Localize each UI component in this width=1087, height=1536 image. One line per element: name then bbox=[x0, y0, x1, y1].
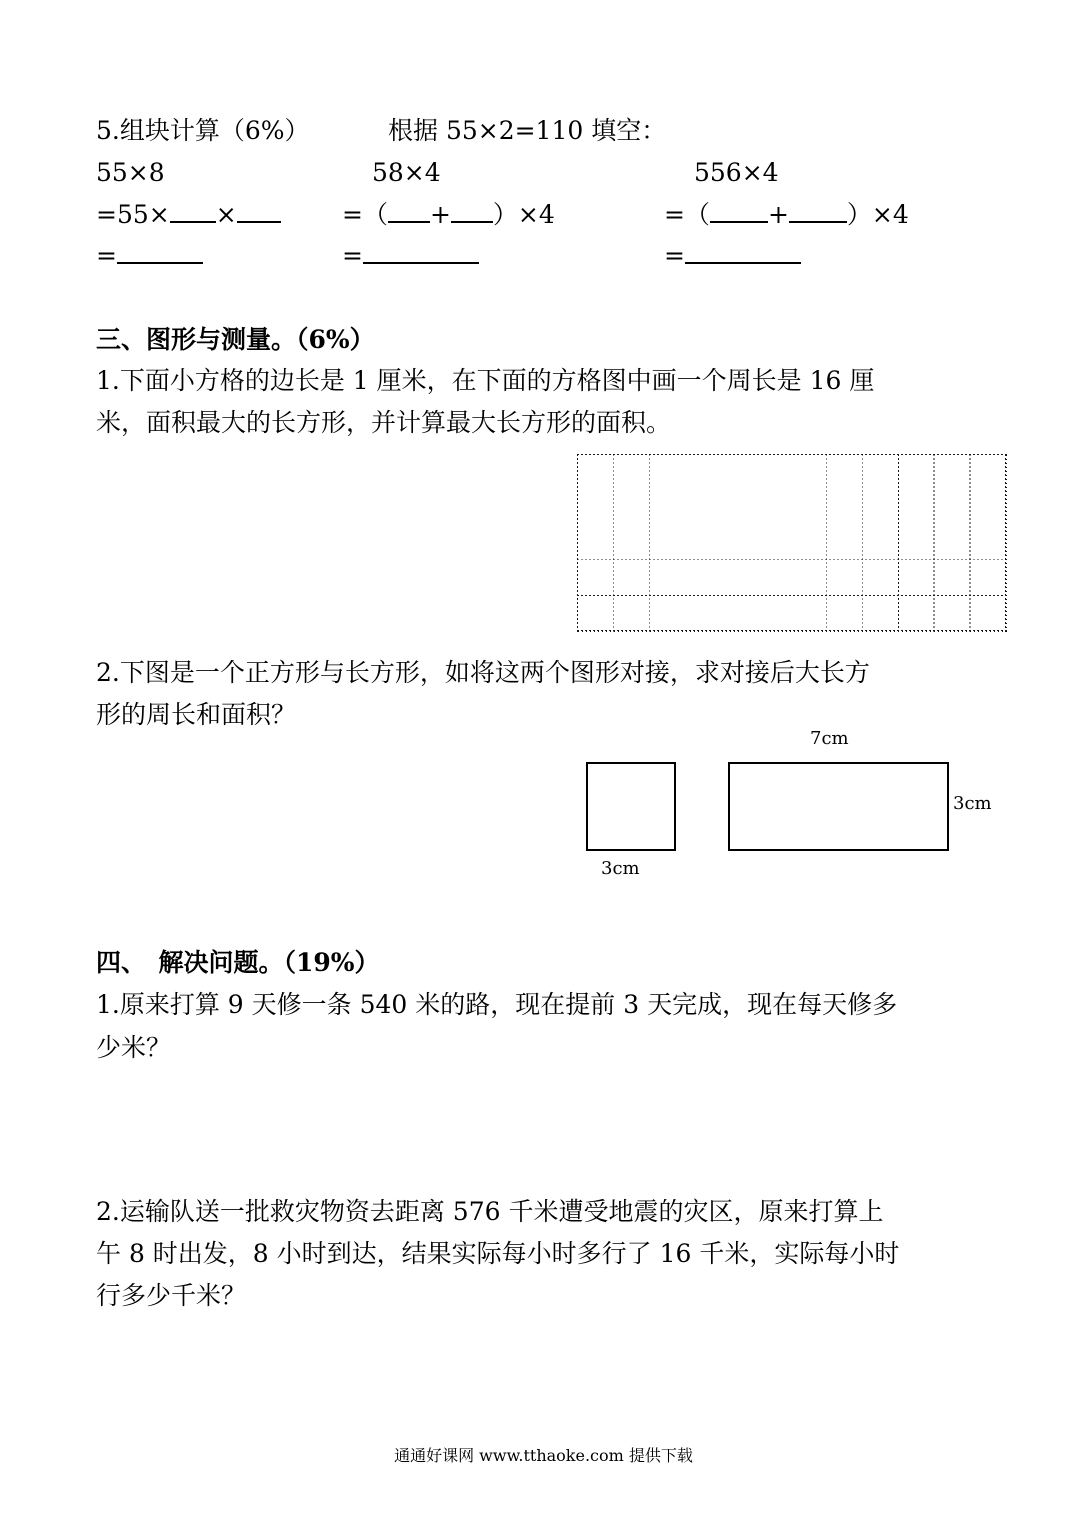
fill-blank[interactable] bbox=[451, 199, 493, 223]
q5-col3-step2 bbox=[664, 240, 801, 271]
q5-col2-step2 bbox=[342, 240, 479, 271]
q5-col2-equals: = bbox=[342, 241, 363, 270]
fill-blank[interactable] bbox=[237, 199, 281, 223]
q5-col1-step2 bbox=[96, 240, 203, 271]
q5-col3-expr: 556×4 bbox=[694, 158, 779, 187]
section4-q2-line3: 行多少千米？ bbox=[96, 1281, 247, 1310]
q5-col1-expr: 55×8 bbox=[96, 158, 165, 187]
q5-col3-step1-suffix: ）×4 bbox=[846, 200, 909, 229]
fill-blank[interactable] bbox=[789, 199, 847, 223]
section3-heading: 三、图形与测量。（6%） bbox=[96, 325, 375, 354]
square-side-label: 3cm bbox=[601, 858, 640, 879]
section4-heading: 四、 解决问题。（19%） bbox=[96, 948, 380, 977]
fill-blank[interactable] bbox=[710, 199, 768, 223]
q5-col2-expr: 58×4 bbox=[372, 158, 441, 187]
square-shape bbox=[586, 762, 676, 851]
section4-q2-line2: 午 8 时出发，8 小时到达，结果实际每小时多行了 16 千米，实际每小时 bbox=[96, 1239, 900, 1268]
footer-text: 通通好课网 www.tthaoke.com 提供下载 bbox=[394, 1446, 693, 1465]
q5-title: 5.组块计算（6%） bbox=[96, 116, 310, 145]
q5-instruction: 根据 55×2=110 填空： bbox=[388, 116, 667, 145]
section3-q2-line2: 形的周长和面积？ bbox=[96, 700, 297, 729]
section4-q1-line2: 少米？ bbox=[96, 1033, 172, 1062]
answer-blank[interactable] bbox=[363, 240, 479, 264]
section4-q1-line1: 1.原来打算 9 天修一条 540 米的路，现在提前 3 天完成，现在每天修多 bbox=[96, 990, 898, 1019]
section3-q1-line2: 米，面积最大的长方形，并计算最大长方形的面积。 bbox=[96, 408, 672, 437]
answer-blank[interactable] bbox=[685, 240, 801, 264]
q5-col3-step1-plus: + bbox=[767, 200, 789, 229]
q5-col2-step1-suffix: ）×4 bbox=[492, 200, 555, 229]
fill-blank[interactable] bbox=[388, 199, 430, 223]
q5-col2-step1 bbox=[342, 199, 555, 230]
rectangle-shape bbox=[728, 762, 949, 851]
rectangle-width-label: 7cm bbox=[810, 728, 849, 749]
q5-col1-equals: = bbox=[96, 241, 117, 270]
q5-col2-step1-plus: + bbox=[429, 200, 451, 229]
q5-col1-step1-prefix: =55× bbox=[96, 200, 170, 229]
q5-col1-step1 bbox=[96, 199, 281, 230]
section3-q1-line1: 1.下面小方格的边长是 1 厘米，在下面的方格图中画一个周长是 16 厘 bbox=[96, 366, 875, 395]
q5-col2-step1-prefix: =（ bbox=[342, 200, 388, 229]
q5-col3-equals: = bbox=[664, 241, 685, 270]
rectangle-height-label: 3cm bbox=[953, 793, 992, 814]
q5-col3-step1 bbox=[664, 199, 909, 230]
section4-q2-line1: 2.运输队送一批救灾物资去距离 576 千米遭受地震的灾区，原来打算上 bbox=[96, 1197, 884, 1226]
q5-col3-step1-prefix: =（ bbox=[664, 200, 710, 229]
fill-blank[interactable] bbox=[170, 199, 216, 223]
q5-col1-step1-times: × bbox=[215, 200, 237, 229]
section3-q2-line1: 2.下图是一个正方形与长方形，如将这两个图形对接，求对接后大长方 bbox=[96, 658, 870, 687]
dotted-square-grid[interactable] bbox=[575, 452, 1007, 632]
answer-blank[interactable] bbox=[117, 240, 203, 264]
